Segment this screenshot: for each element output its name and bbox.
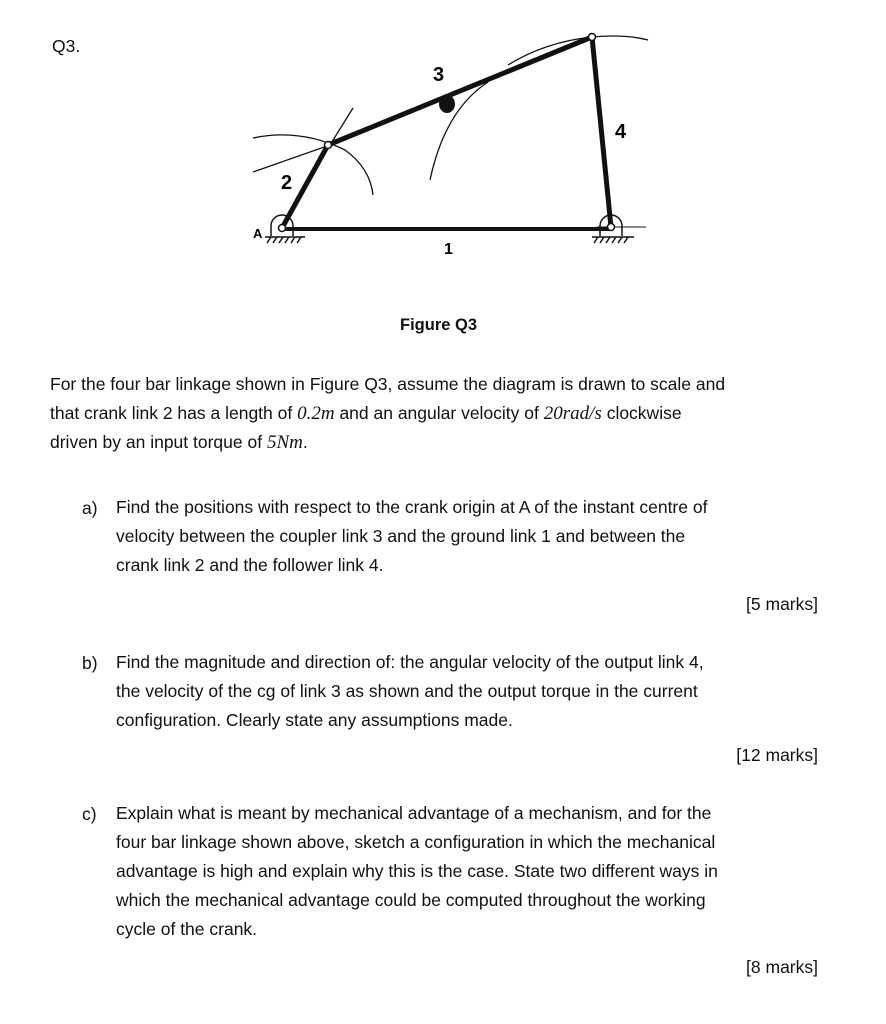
- angular-velocity: 20rad/s: [543, 403, 602, 424]
- label-pivot-a: A: [253, 226, 263, 241]
- label-link-4: 4: [615, 121, 627, 143]
- link-4-follower: [592, 37, 611, 227]
- question-number: Q3.: [52, 36, 81, 56]
- part-c-text: Explain what is meant by mechanical advantage of a mechanism, and for the four bar linkage shown above, sketch a configuration in which the mechanical advantage is high and explain why this is the case. State two different ways in which the mechanical advantage could be computed throughout the working cycle of the crank.: [116, 803, 718, 939]
- intro-line: driven by an input torque of 5Nm.: [50, 432, 308, 453]
- part-a-marks: [5 marks]: [746, 594, 818, 614]
- part-c-letter: c): [82, 804, 97, 824]
- part-b-letter: b): [82, 653, 98, 673]
- joint-b: [325, 142, 332, 149]
- label-link-1: 1: [444, 241, 453, 258]
- coupler-cg-marker: [439, 95, 455, 113]
- crank-length: 0.2m: [297, 403, 335, 424]
- part-b-text: Find the magnitude and direction of: the angular velocity of the output link 4, the velocity of the cg of link 3 as shown and the output torque in the current configuration. Clearly state any assumptions made.: [116, 652, 704, 730]
- label-link-3: 3: [433, 64, 445, 86]
- joint-c: [589, 34, 596, 41]
- construction-arc-mid: [430, 82, 488, 180]
- figure-caption: Figure Q3: [400, 316, 478, 334]
- label-link-2: 2: [281, 172, 293, 194]
- part-c-marks: [8 marks]: [746, 957, 818, 977]
- part-a-letter: a): [82, 498, 98, 518]
- input-torque: 5Nm: [266, 432, 303, 453]
- link-3-coupler: [328, 37, 592, 145]
- intro-paragraph: [50, 370, 725, 457]
- four-bar-linkage-figure: [0, 0, 886, 300]
- construction-arc-left: [253, 135, 373, 195]
- part-a-text: Find the positions with respect to the crank origin at A of the instant centre of velocity between the coupler link 3 and the ground link 1 and between the crank link 2 and the follower link 4.: [116, 497, 708, 575]
- part-b-marks: [12 marks]: [736, 745, 818, 765]
- intro-line: that crank link 2 has a length of 0.2m and an angular velocity of 20rad/s clockwise: [50, 403, 682, 424]
- intro-line: For the four bar linkage shown in Figure Q3, assume the diagram is drawn to scale and: [50, 374, 726, 394]
